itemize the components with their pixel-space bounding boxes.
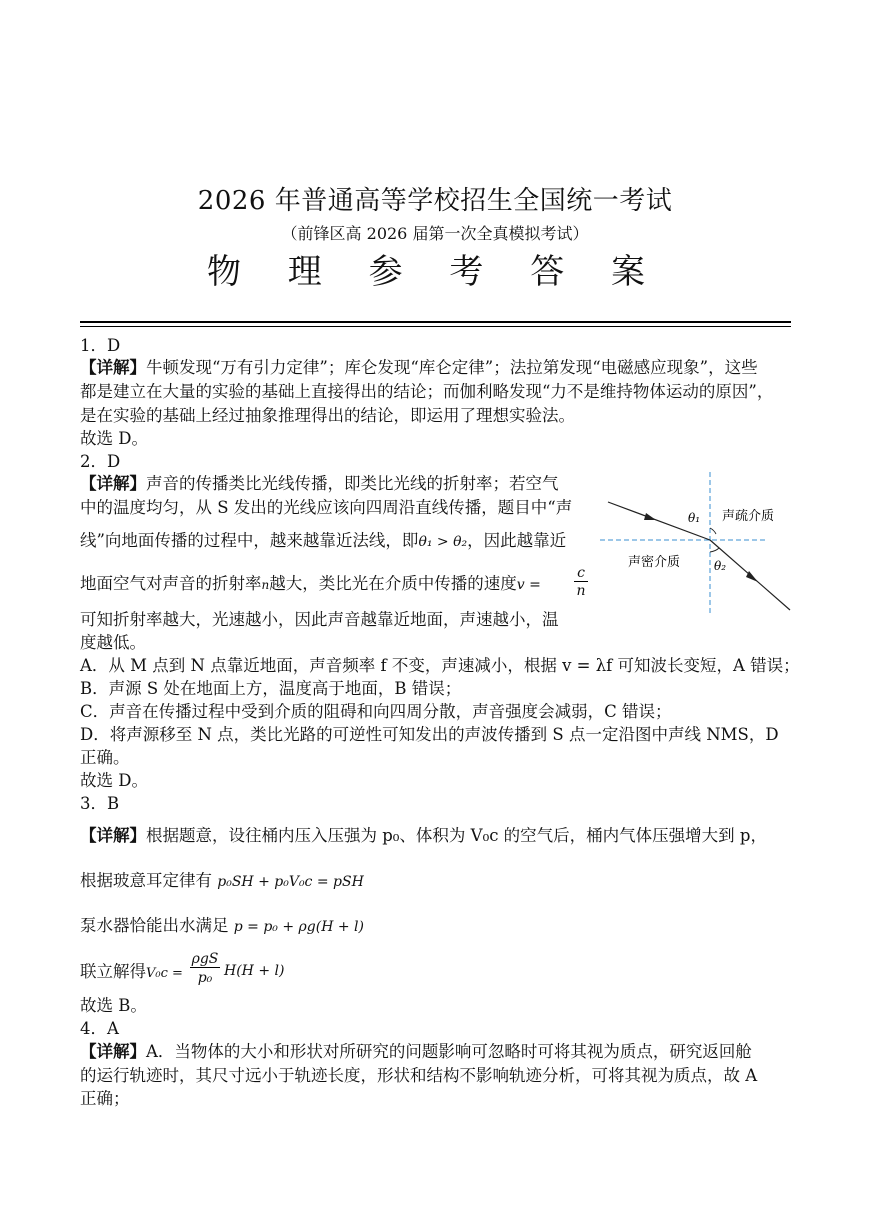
q4-tag: 【详解】: [80, 1042, 146, 1061]
q2-text3b: ，因此越靠近: [467, 531, 567, 550]
q1-text1: 牛顿发现“万有引力定律”；库仑发现“库仑定律”；法拉第发现“电磁感应现象”，这些: [146, 358, 758, 377]
theta1-arc: [710, 528, 716, 534]
q2-text4a: 地面空气对声音的折射率: [80, 574, 262, 593]
q4-answer: 4．A: [80, 1019, 119, 1038]
sparse-medium-label: 声疏介质: [722, 509, 775, 524]
q3-text2: 根据玻意耳定律有: [80, 871, 218, 890]
q3-line1: [80, 826, 767, 846]
q3-frac-den: p₀: [197, 970, 213, 986]
q2-tag: 【详解】: [80, 474, 146, 493]
q2-option-d-line1: D．将声源移至 N 点，类比光路的可逆性可知发出的声波传播到 S 点一定沿图中声线 NMS，D: [80, 725, 779, 744]
dense-medium-label: 声密介质: [628, 555, 681, 570]
q3-frac-rhs: H(H + l): [224, 963, 285, 979]
q2-theta-inequality: θ₁ > θ₂: [418, 534, 468, 550]
q2-line6: 度越低。: [80, 633, 146, 652]
header-rule-thick: [80, 321, 791, 323]
q3-answer: 3．B: [80, 794, 120, 813]
q3-line3: [80, 916, 364, 937]
q1-tag: 【详解】: [80, 358, 146, 377]
q3-line4: [80, 962, 183, 984]
q2-v-eq: v =: [516, 577, 541, 593]
q3-boyle-equation: p₀SH + p₀V₀c = pSH: [217, 874, 364, 890]
theta2-arc: [710, 548, 719, 552]
exam-subtitle: （前锋区高 2026 届第一次全真模拟考试）: [281, 224, 589, 243]
incident-arrow-icon: [644, 513, 656, 520]
q1-answer: 1．D: [80, 336, 121, 355]
refraction-diagram: [600, 470, 795, 615]
q1-line1: [80, 358, 758, 378]
q2-line5: 可知折射率越大，光速越小，因此声音越靠近地面，声速越小，温: [80, 610, 559, 629]
q2-option-a: A．从 M 点到 N 点靠近地面，声音频率 f 不变，声速减小，根据 v = λf 可知波长变短，A 错误；: [80, 656, 800, 675]
q1-line2: 都是建立在大量的实验的基础上直接得出的结论；而伽利略发现“力不是维持物体运动的原因”，: [80, 382, 774, 401]
q1-conclusion: 故选 D。: [80, 429, 148, 448]
q2-answer: 2．D: [80, 452, 121, 471]
q2-option-c: C．声音在传播过程中受到介质的阻碍和向四周分散，声音强度会减弱，C 错误；: [80, 702, 672, 721]
q2-line1: [80, 474, 559, 494]
q2-option-d-line2: 正确。: [80, 748, 130, 767]
q2-frac-den: n: [576, 583, 586, 599]
theta1-label: θ₁: [688, 511, 701, 525]
answer-key-heading: 物 理 参 考 答 案: [206, 252, 664, 292]
q3-text1: 根据题意，设往桶内压入压强为 p₀、体积为 V₀c 的空气后，桶内气体压强增大到 p，: [146, 826, 767, 845]
q3-text4: 联立解得: [80, 962, 146, 981]
q2-text3a: 线”向地面传播的过程中，越来越靠近法线，即: [80, 531, 419, 550]
q4-text1: A．当物体的大小和形状对所研究的问题影响可忽略时可将其视为质点，研究返回舱: [146, 1042, 752, 1061]
q2-line4: [80, 574, 541, 595]
q2-frac-num: c: [574, 566, 588, 582]
q3-line2: [80, 871, 364, 892]
q2-text4b: 越大，类比光在介质中传播的速度: [269, 574, 517, 593]
q3-pressure-equation: p = p₀ + ρg(H + l): [233, 919, 364, 935]
q3-tag: 【详解】: [80, 826, 146, 845]
q4-line2: 的运行轨迹时，其尺寸远小于轨迹长度，形状和结构不影响轨迹分析，可将其视为质点，故 A: [80, 1066, 758, 1085]
q4-line3: 正确；: [80, 1089, 130, 1108]
q2-n-symbol: n: [261, 578, 270, 592]
q3-v0c-eq: V₀c =: [146, 966, 183, 981]
q3-conclusion: 故选 B。: [80, 996, 147, 1015]
theta2-label: θ₂: [714, 559, 727, 573]
q2-conclusion: 故选 D。: [80, 771, 148, 790]
q2-text1: 声音的传播类比光线传播，即类比光线的折射率；若空气: [146, 474, 559, 493]
q2-option-b: B．声源 S 处在地面上方，温度高于地面，B 错误；: [80, 679, 462, 698]
q1-line3: 是在实验的基础上经过抽象推理得出的结论，即运用了理想实验法。: [80, 406, 575, 425]
exam-title: 2026 年普通高等学校招生全国统一考试: [197, 186, 673, 216]
q3-text3: 泵水器恰能出水满足: [80, 916, 234, 935]
q3-frac-num: ρgS: [191, 951, 219, 967]
q4-line1: [80, 1042, 752, 1062]
q2-line2: 中的温度均匀，从 S 发出的光线应该向四周沿直线传播，题目中“声: [80, 498, 573, 517]
q2-line3: [80, 531, 566, 552]
header-rule-thin: [80, 326, 791, 327]
